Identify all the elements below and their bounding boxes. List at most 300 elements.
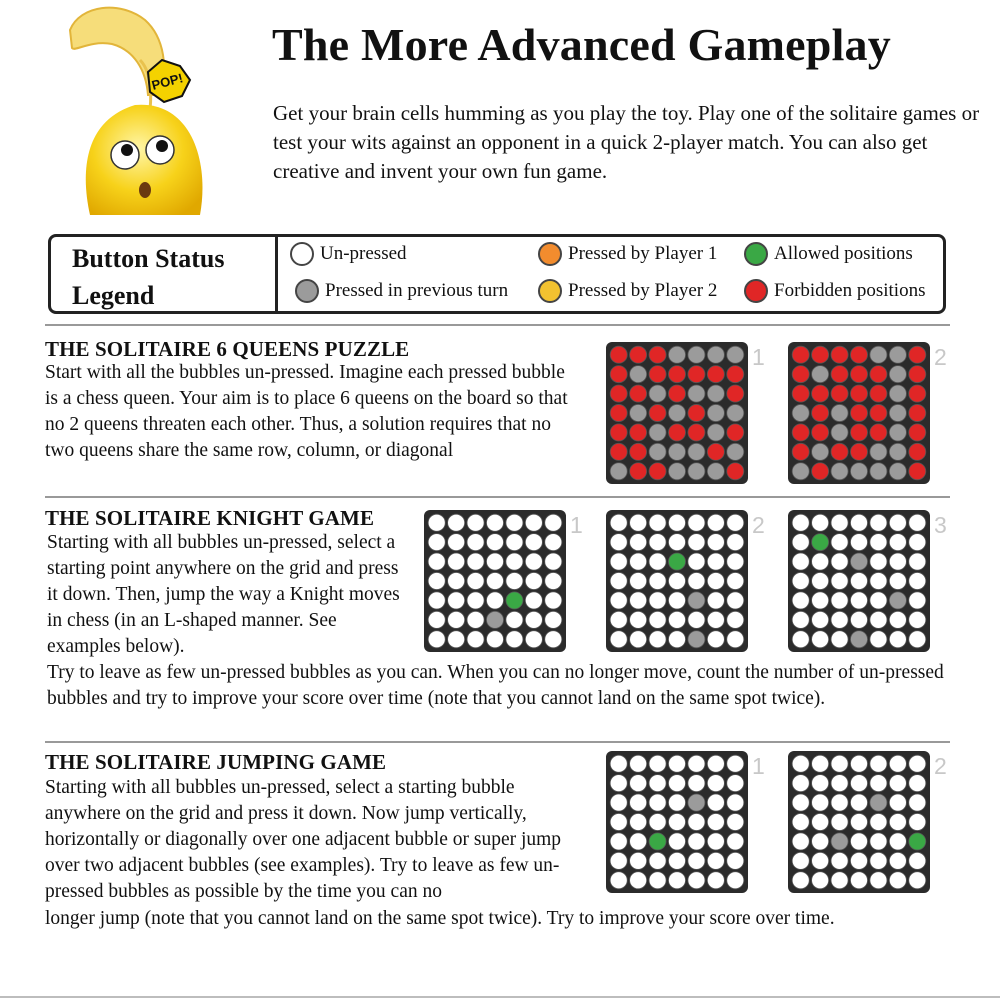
bubble bbox=[707, 755, 724, 772]
bubble bbox=[850, 572, 867, 589]
bubble bbox=[909, 631, 926, 648]
bubble bbox=[850, 443, 867, 460]
bubble bbox=[850, 553, 867, 570]
bubble bbox=[909, 385, 926, 402]
bubble bbox=[812, 631, 829, 648]
bubble bbox=[850, 755, 867, 772]
bubble bbox=[707, 404, 724, 421]
bubble bbox=[889, 534, 906, 551]
bubble bbox=[889, 463, 906, 480]
legend-item-allowed bbox=[744, 242, 913, 266]
bubble bbox=[707, 366, 724, 383]
bubble bbox=[831, 514, 848, 531]
bubble bbox=[649, 443, 666, 460]
bubble bbox=[870, 872, 887, 889]
bubble-grid bbox=[606, 510, 748, 652]
bubble bbox=[831, 385, 848, 402]
bubble bbox=[630, 833, 647, 850]
bubble bbox=[610, 366, 627, 383]
bubble bbox=[630, 794, 647, 811]
bubble bbox=[630, 611, 647, 628]
bubble bbox=[506, 611, 523, 628]
legend-item-player1 bbox=[538, 242, 717, 266]
bubble bbox=[792, 631, 809, 648]
legend-heading bbox=[72, 240, 262, 314]
bubble bbox=[630, 775, 647, 792]
bubble bbox=[870, 463, 887, 480]
bubble bbox=[870, 553, 887, 570]
bubble bbox=[727, 424, 744, 441]
bubble bbox=[870, 534, 887, 551]
bubble bbox=[525, 572, 542, 589]
board-number: 2 bbox=[934, 344, 947, 370]
bubble bbox=[649, 872, 666, 889]
bubble bbox=[486, 514, 503, 531]
bubble bbox=[506, 592, 523, 609]
bubble bbox=[831, 443, 848, 460]
bubble bbox=[850, 346, 867, 363]
bubble bbox=[688, 813, 705, 830]
bubble bbox=[707, 813, 724, 830]
bubble bbox=[850, 424, 867, 441]
bubble bbox=[448, 534, 465, 551]
bubble bbox=[831, 611, 848, 628]
bubble bbox=[610, 592, 627, 609]
bubble bbox=[610, 534, 627, 551]
legend-heading-line2: Legend bbox=[72, 281, 155, 310]
bubble bbox=[909, 872, 926, 889]
bubble bbox=[448, 514, 465, 531]
bubble bbox=[909, 755, 926, 772]
bubble bbox=[668, 385, 685, 402]
bubble bbox=[909, 463, 926, 480]
bubble bbox=[649, 404, 666, 421]
bubble bbox=[428, 553, 445, 570]
bubble bbox=[467, 611, 484, 628]
bubble bbox=[506, 572, 523, 589]
bubble bbox=[831, 833, 848, 850]
jumping-section-text: Starting with all bubbles un-pressed, select a starting bubble anywhere on the grid and press it down. Now jump vertically, horizontally or diagonally over one adjacent bubble or super jump over two adjacent bubbles (see examples). Try to leave as few un-pressed bubbles as possible by the time you can no bbox=[45, 777, 562, 902]
bubble bbox=[812, 833, 829, 850]
bubble bbox=[448, 631, 465, 648]
page-bottom-rule bbox=[0, 996, 1000, 998]
bubble bbox=[649, 572, 666, 589]
bubble bbox=[812, 813, 829, 830]
bubble bbox=[688, 794, 705, 811]
bubble bbox=[889, 755, 906, 772]
bubble bbox=[486, 572, 503, 589]
bubble bbox=[506, 514, 523, 531]
bubble bbox=[909, 572, 926, 589]
bubble bbox=[688, 404, 705, 421]
bubble bbox=[792, 794, 809, 811]
bubble bbox=[649, 534, 666, 551]
bubble bbox=[668, 755, 685, 772]
bubble bbox=[545, 611, 562, 628]
bubble bbox=[545, 631, 562, 648]
bubble bbox=[812, 611, 829, 628]
bubble-grid bbox=[788, 510, 930, 652]
bubble bbox=[870, 755, 887, 772]
bubble bbox=[610, 755, 627, 772]
mascot-illustration bbox=[50, 0, 220, 215]
bubble bbox=[668, 404, 685, 421]
bubble bbox=[792, 463, 809, 480]
bubble bbox=[467, 631, 484, 648]
bubble bbox=[630, 424, 647, 441]
bubble bbox=[668, 872, 685, 889]
bubble bbox=[889, 611, 906, 628]
bubble bbox=[812, 572, 829, 589]
bubble bbox=[792, 813, 809, 830]
legend-item-unpressed bbox=[290, 242, 407, 266]
bubble bbox=[727, 463, 744, 480]
bubble bbox=[812, 366, 829, 383]
knight-section-text: Starting with all bubbles un-pressed, select a starting point anywhere on the grid and press it down. Then, jump the way a Knight moves in chess (in an L-shaped manner. See examples below). bbox=[47, 532, 400, 657]
bubble bbox=[506, 534, 523, 551]
bubble bbox=[727, 611, 744, 628]
bubble bbox=[707, 833, 724, 850]
bubble bbox=[688, 631, 705, 648]
board-number: 1 bbox=[570, 512, 583, 538]
bubble bbox=[630, 463, 647, 480]
bubble bbox=[610, 611, 627, 628]
bubble bbox=[850, 872, 867, 889]
intro-paragraph: Get your brain cells humming as you play the toy. Play one of the solitaire games or test your wits against an opponent in a quick 2-player match. You can also get creative and invent your own fun game. bbox=[273, 101, 980, 183]
bubble bbox=[525, 611, 542, 628]
bubble bbox=[467, 514, 484, 531]
bubble bbox=[889, 794, 906, 811]
bubble bbox=[610, 463, 627, 480]
legend-divider bbox=[262, 234, 278, 314]
board-number: 2 bbox=[752, 512, 765, 538]
bubble bbox=[831, 592, 848, 609]
bubble bbox=[630, 385, 647, 402]
unpressed-dot-icon bbox=[290, 242, 314, 266]
bubble bbox=[850, 794, 867, 811]
bubble bbox=[668, 833, 685, 850]
bubble bbox=[812, 553, 829, 570]
bubble bbox=[486, 592, 503, 609]
bubble bbox=[812, 592, 829, 609]
bubble bbox=[610, 794, 627, 811]
bubble bbox=[668, 572, 685, 589]
bubble bbox=[630, 534, 647, 551]
bubble bbox=[727, 514, 744, 531]
bubble bbox=[610, 572, 627, 589]
bubble bbox=[909, 534, 926, 551]
bubble bbox=[831, 463, 848, 480]
bubble bbox=[831, 813, 848, 830]
bubble bbox=[727, 534, 744, 551]
bubble bbox=[649, 346, 666, 363]
bubble bbox=[870, 794, 887, 811]
legend-label: Un-pressed bbox=[320, 243, 407, 264]
bubble bbox=[870, 813, 887, 830]
bubble bbox=[428, 514, 445, 531]
bubble bbox=[850, 631, 867, 648]
bubble bbox=[792, 346, 809, 363]
bubble bbox=[870, 775, 887, 792]
bubble bbox=[727, 813, 744, 830]
bubble bbox=[448, 611, 465, 628]
bubble bbox=[792, 514, 809, 531]
bubble bbox=[630, 572, 647, 589]
bubble bbox=[688, 852, 705, 869]
bubble bbox=[610, 813, 627, 830]
bubble bbox=[870, 424, 887, 441]
bubble bbox=[707, 592, 724, 609]
legend-label: Forbidden positions bbox=[774, 280, 926, 301]
bubble bbox=[448, 572, 465, 589]
bubble bbox=[727, 553, 744, 570]
bubble bbox=[630, 553, 647, 570]
bubble bbox=[909, 592, 926, 609]
bubble bbox=[630, 404, 647, 421]
forbidden-dot-icon bbox=[744, 279, 768, 303]
bubble bbox=[688, 463, 705, 480]
bubble bbox=[909, 611, 926, 628]
bubble bbox=[688, 346, 705, 363]
bubble bbox=[630, 813, 647, 830]
player1-dot-icon bbox=[538, 242, 562, 266]
bubble bbox=[909, 404, 926, 421]
bubble bbox=[909, 813, 926, 830]
bubble bbox=[727, 833, 744, 850]
bubble bbox=[610, 424, 627, 441]
bubble bbox=[486, 611, 503, 628]
bubble bbox=[792, 443, 809, 460]
bubble bbox=[850, 514, 867, 531]
bubble bbox=[850, 852, 867, 869]
bubble bbox=[831, 346, 848, 363]
bubble bbox=[649, 366, 666, 383]
bubble bbox=[610, 385, 627, 402]
bubble bbox=[448, 553, 465, 570]
bubble bbox=[525, 553, 542, 570]
bubble bbox=[649, 794, 666, 811]
bubble bbox=[688, 833, 705, 850]
bubble bbox=[792, 424, 809, 441]
bubble bbox=[909, 833, 926, 850]
bubble bbox=[831, 794, 848, 811]
bubble bbox=[630, 755, 647, 772]
bubble bbox=[909, 514, 926, 531]
bubble bbox=[668, 813, 685, 830]
bubble bbox=[630, 346, 647, 363]
bubble bbox=[649, 592, 666, 609]
bubble bbox=[668, 514, 685, 531]
legend-label: Pressed by Player 1 bbox=[568, 243, 718, 264]
bubble bbox=[727, 366, 744, 383]
bubble bbox=[792, 611, 809, 628]
bubble bbox=[688, 424, 705, 441]
bubble bbox=[850, 366, 867, 383]
bubble bbox=[792, 385, 809, 402]
queens-board-1 bbox=[606, 342, 748, 484]
bubble-grid bbox=[606, 751, 748, 893]
bubble bbox=[688, 514, 705, 531]
bubble bbox=[668, 794, 685, 811]
bubble-grid bbox=[424, 510, 566, 652]
bubble bbox=[649, 755, 666, 772]
bubble bbox=[610, 872, 627, 889]
pop-badge bbox=[148, 60, 190, 102]
bubble bbox=[707, 424, 724, 441]
board-number: 1 bbox=[752, 753, 765, 779]
bubble bbox=[889, 592, 906, 609]
bubble bbox=[486, 534, 503, 551]
bubble bbox=[792, 755, 809, 772]
jumping-board-1 bbox=[606, 751, 748, 893]
section-divider bbox=[45, 496, 950, 498]
bubble bbox=[486, 553, 503, 570]
bubble bbox=[850, 813, 867, 830]
bubble bbox=[889, 514, 906, 531]
bubble bbox=[486, 631, 503, 648]
bubble bbox=[909, 553, 926, 570]
bubble bbox=[707, 631, 724, 648]
bubble bbox=[812, 534, 829, 551]
queens-board-2 bbox=[788, 342, 930, 484]
bubble bbox=[649, 424, 666, 441]
legend-item-player2 bbox=[538, 279, 717, 303]
bubble bbox=[668, 463, 685, 480]
bubble bbox=[909, 775, 926, 792]
bubble bbox=[668, 346, 685, 363]
bubble bbox=[630, 872, 647, 889]
bubble bbox=[668, 592, 685, 609]
bubble bbox=[889, 366, 906, 383]
bubble bbox=[610, 852, 627, 869]
bubble bbox=[792, 572, 809, 589]
bubble bbox=[506, 631, 523, 648]
bubble bbox=[870, 514, 887, 531]
bubble bbox=[506, 553, 523, 570]
bubble bbox=[688, 611, 705, 628]
bubble bbox=[831, 404, 848, 421]
bubble bbox=[831, 366, 848, 383]
bubble bbox=[668, 553, 685, 570]
bubble bbox=[668, 534, 685, 551]
bubble bbox=[812, 794, 829, 811]
bubble bbox=[909, 424, 926, 441]
bubble bbox=[707, 611, 724, 628]
bubble bbox=[630, 366, 647, 383]
bubble bbox=[649, 463, 666, 480]
bubble bbox=[727, 755, 744, 772]
bubble bbox=[727, 794, 744, 811]
bubble bbox=[668, 443, 685, 460]
bubble bbox=[707, 346, 724, 363]
bubble bbox=[812, 514, 829, 531]
bubble bbox=[467, 592, 484, 609]
bubble bbox=[850, 592, 867, 609]
bubble bbox=[792, 852, 809, 869]
bubble bbox=[889, 404, 906, 421]
bubble bbox=[792, 404, 809, 421]
bubble bbox=[630, 592, 647, 609]
allowed-dot-icon bbox=[744, 242, 768, 266]
knight-section-text-full: Try to leave as few un-pressed bubbles as you can. When you can no longer move, count the number of un-pressed bubbles and try to improve your score over time (note that you cannot land on the same spot twice). bbox=[47, 662, 944, 709]
bubble bbox=[870, 631, 887, 648]
bubble bbox=[707, 775, 724, 792]
bubble bbox=[649, 553, 666, 570]
knight-section-title: THE SOLITAIRE KNIGHT GAME bbox=[45, 506, 375, 530]
bubble bbox=[870, 385, 887, 402]
bubble bbox=[889, 443, 906, 460]
bubble bbox=[812, 463, 829, 480]
bubble bbox=[831, 572, 848, 589]
bubble bbox=[545, 514, 562, 531]
queens-section-text: Start with all the bubbles un-pressed. Imagine each pressed bubble is a chess queen. Your aim is to place 6 queens on the board so that no 2 queens threaten each other. Thus, a solution requires that no two queens share the same row, column, or diagonal bbox=[45, 362, 568, 461]
legend-heading-line1: Button Status bbox=[72, 244, 225, 273]
bubble bbox=[909, 346, 926, 363]
bubble bbox=[428, 631, 445, 648]
bubble bbox=[428, 592, 445, 609]
bubble bbox=[630, 852, 647, 869]
bubble bbox=[831, 534, 848, 551]
legend-label: Allowed positions bbox=[774, 243, 913, 264]
bubble bbox=[727, 852, 744, 869]
bubble bbox=[707, 852, 724, 869]
bubble bbox=[688, 385, 705, 402]
bubble bbox=[707, 385, 724, 402]
bubble bbox=[428, 611, 445, 628]
section-divider bbox=[45, 324, 950, 326]
bubble bbox=[688, 592, 705, 609]
bubble bbox=[707, 794, 724, 811]
bubble bbox=[610, 833, 627, 850]
bubble bbox=[812, 385, 829, 402]
bubble bbox=[870, 404, 887, 421]
bubble bbox=[688, 775, 705, 792]
bubble bbox=[850, 775, 867, 792]
bubble bbox=[525, 514, 542, 531]
bubble bbox=[688, 443, 705, 460]
bubble bbox=[610, 404, 627, 421]
svg-text:POP!: POP! bbox=[150, 70, 185, 93]
bubble bbox=[649, 813, 666, 830]
bubble-grid bbox=[788, 751, 930, 893]
bubble bbox=[707, 872, 724, 889]
board-number: 3 bbox=[934, 512, 947, 538]
bubble bbox=[525, 534, 542, 551]
bubble bbox=[649, 631, 666, 648]
bubble bbox=[889, 385, 906, 402]
bubble bbox=[792, 534, 809, 551]
bubble bbox=[649, 852, 666, 869]
bubble bbox=[870, 346, 887, 363]
bubble bbox=[727, 443, 744, 460]
bubble bbox=[545, 572, 562, 589]
bubble bbox=[870, 443, 887, 460]
bubble bbox=[889, 775, 906, 792]
bubble bbox=[545, 534, 562, 551]
bubble bbox=[668, 366, 685, 383]
bubble bbox=[812, 424, 829, 441]
bubble bbox=[545, 553, 562, 570]
bubble bbox=[812, 872, 829, 889]
bubble bbox=[889, 346, 906, 363]
bubble bbox=[812, 755, 829, 772]
bubble bbox=[889, 813, 906, 830]
bubble bbox=[668, 852, 685, 869]
bubble bbox=[610, 631, 627, 648]
bubble bbox=[707, 463, 724, 480]
previous-turn-dot-icon bbox=[295, 279, 319, 303]
bubble bbox=[889, 424, 906, 441]
